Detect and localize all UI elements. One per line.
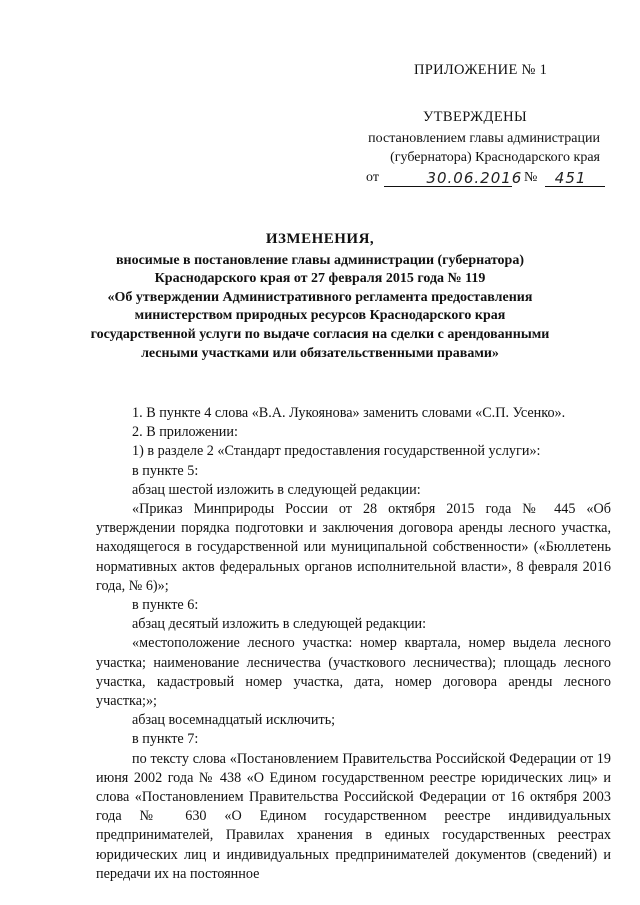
body-paragraph: в пункте 7:	[132, 731, 199, 748]
body-paragraph: абзац шестой изложить в следующей редакции:	[132, 481, 421, 498]
handwritten-number: 451	[554, 169, 587, 187]
body-paragraph: 1. В пункте 4 слова «В.А. Лукоянова» заменить словами «С.П. Усенко».	[132, 405, 566, 421]
approval-block	[340, 108, 610, 187]
title-line: государственной услуги по выдаче согласия на сделки с арендованными	[90, 326, 550, 342]
title-heading: ИЗМЕНЕНИЯ,	[265, 231, 375, 247]
document-title	[60, 230, 580, 363]
document-body	[96, 404, 611, 884]
approved-heading: УТВЕРЖДЕНЫ	[422, 109, 528, 125]
number-field	[545, 170, 605, 187]
body-paragraph: абзац десятый изложить в следующей редакции:	[132, 616, 427, 633]
number-prefix: №	[523, 170, 538, 185]
body-paragraph: в пункте 6:	[132, 597, 199, 614]
decree-line-1: постановлением главы администрации	[368, 131, 600, 146]
body-paragraph: «Приказ Минприроды России от 28 октября 2015 года № 445 «Об утверждении порядка подготовки и заключения договора аренды лесного участка, находящегося в государственной или муниципальной собственности» («Бюллетень нормативных актов федеральных органов исполнительной власти», 8 февраля 2016 года, № 6)»;	[96, 501, 611, 594]
date-field	[384, 169, 523, 187]
title-line: лесными участками или обязательственными правами»	[141, 345, 499, 361]
title-line: вносимые в постановление главы администрации (губернатора)	[115, 252, 525, 268]
body-paragraph: по тексту слова «Постановлением Правительства Российской Федерации от 19 июня 2002 года № 438 «О Едином государственном реестре юридических лиц» и слова «Постановлением Правительства Российской Федерации от 16 октября 2003 года № 630 «О Едином государственном реестре индивидуальных предпринимателей, Правилах хранения в единых государственных реестрах юридических лиц и индивидуальных предпринимателей документов (сведений) и передачи их на постоянное	[96, 750, 611, 882]
body-paragraph: 2. В приложении:	[132, 424, 238, 441]
handwritten-date: 30.06.2016	[426, 169, 523, 187]
decree-date-line	[366, 168, 610, 187]
appendix-label: ПРИЛОЖЕНИЕ № 1	[414, 62, 548, 78]
title-line: «Об утверждении Административного регламента предоставления	[107, 289, 533, 305]
body-paragraph: «местоположение лесного участка: номер квартала, номер выдела лесного участка; наименование лесничества (участкового лесничества); площадь лесного участка, кадастровый номер участка, дата, номер договора аренды лесного участка;»;	[96, 635, 611, 710]
title-line: Краснодарского края от 27 февраля 2015 года № 119	[154, 271, 486, 287]
decree-line-2: (губернатора) Краснодарского края	[390, 150, 600, 165]
body-paragraph: 1) в разделе 2 «Стандарт предоставления государственной услуги»:	[132, 443, 541, 460]
title-line: министерством природных ресурсов Краснодарского края	[134, 308, 506, 324]
body-paragraph: абзац восемнадцатый исключить;	[132, 712, 336, 729]
date-prefix: от	[366, 170, 379, 185]
body-paragraph: в пункте 5:	[132, 462, 199, 479]
